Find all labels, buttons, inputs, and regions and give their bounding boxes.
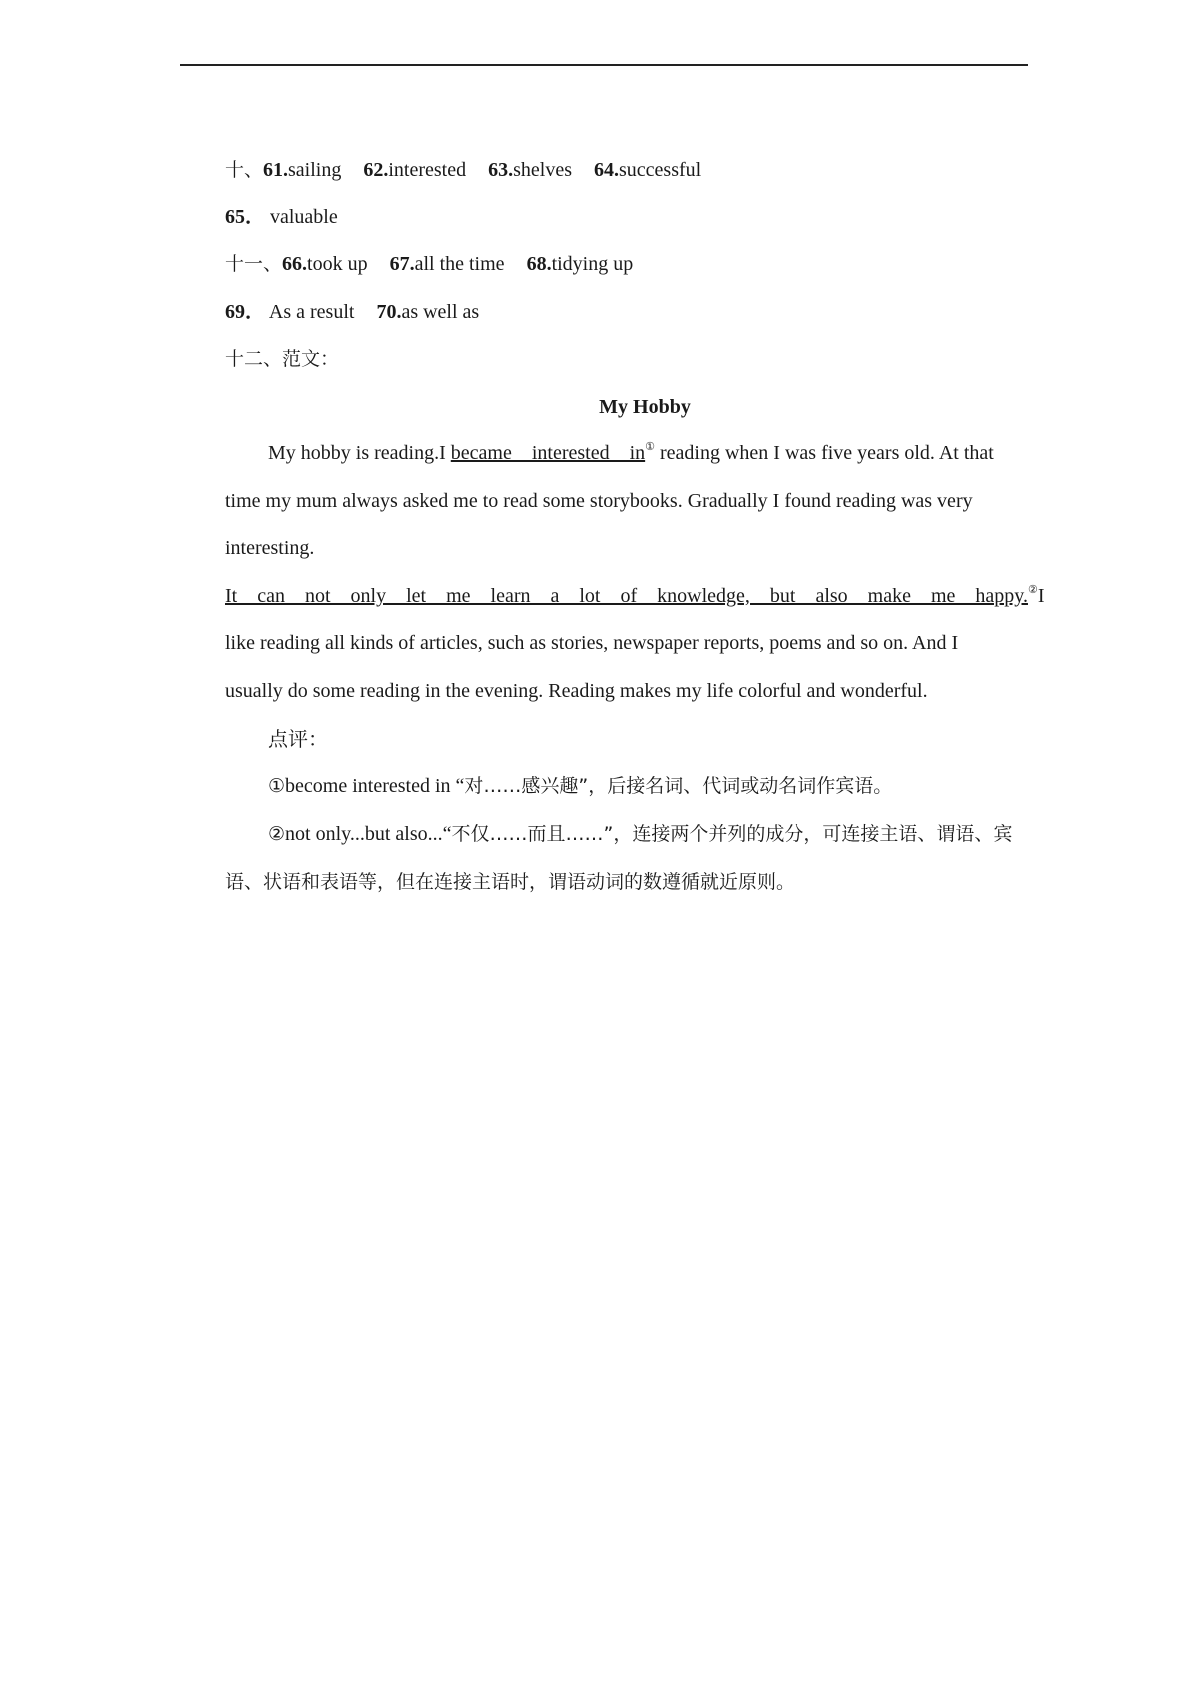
note-marker: ①: [645, 441, 656, 453]
essay-text: reading when I was five years old. At that time my mum always asked me to read some storybooks. Gradually I found reading was very interesting.: [225, 442, 994, 560]
note-en: not only...but also...“: [285, 823, 452, 845]
answer-text: sailing: [288, 159, 342, 181]
item-number: 62.: [363, 159, 389, 181]
note-en: become interested in “: [285, 775, 465, 797]
note-marker: ①: [268, 775, 286, 797]
answer-text: all the time: [414, 253, 505, 275]
essay-text: I like reading all kinds of articles, such as stories, newspaper reports, poems and so on. And I usually do some reading in the evening. Reading makes my life colorful and wonderful.: [225, 584, 1045, 702]
header-rule: [180, 64, 1028, 66]
item-number: 69．: [225, 301, 265, 323]
section-label-10: 十、: [225, 159, 264, 181]
answer-text: as well as: [401, 301, 480, 323]
item-number: 65．: [225, 206, 265, 228]
answer-line-66-68: [225, 252, 633, 276]
comment-note-1: [225, 763, 1025, 811]
answer-line-65: [225, 205, 338, 229]
answer-text: tidying up: [551, 253, 634, 275]
note-marker: ②: [1027, 583, 1038, 596]
item-number: 67.: [389, 253, 415, 275]
item-number: 66.: [282, 253, 308, 275]
note-cn: 不仅……而且……”，连接两个并列的成分，可连接主语、谓语、宾语、状语和表语等，但在连接主语时，谓语动词的数遵循就近原则。: [225, 823, 1013, 893]
answer-text: shelves: [513, 159, 572, 181]
item-number: 63.: [488, 159, 514, 181]
essay-title: My Hobby: [599, 396, 691, 418]
comment-note-2: [225, 811, 1025, 906]
underlined-phrase: became interested in: [450, 442, 646, 464]
note-marker: ②: [268, 823, 286, 845]
underlined-sentence: It can not only let me learn a lot of knowledge, but also make me happy.: [225, 584, 1028, 607]
essay-paragraph: [225, 430, 1045, 716]
essay-text: My hobby is reading.I: [268, 442, 451, 464]
item-number: 64.: [594, 159, 619, 181]
answer-line-69-70: [225, 300, 479, 324]
note-cn: 对……感兴趣”，后接名词、代词或动名词作宾语。: [464, 775, 893, 797]
comment-label: 点评：: [268, 727, 328, 751]
answer-text: valuable: [270, 206, 338, 228]
item-number: 70.: [376, 301, 402, 323]
item-number: 68.: [526, 253, 552, 275]
answer-text: As a result: [268, 301, 355, 323]
answer-text: took up: [307, 253, 368, 275]
answer-line-61-64: [225, 158, 701, 182]
section-label-12: 十二、范文：: [225, 348, 340, 370]
item-number: 61.: [263, 159, 289, 181]
answer-text: successful: [619, 159, 702, 181]
section-label-11: 十一、: [225, 253, 283, 275]
answer-text: interested: [388, 159, 467, 181]
